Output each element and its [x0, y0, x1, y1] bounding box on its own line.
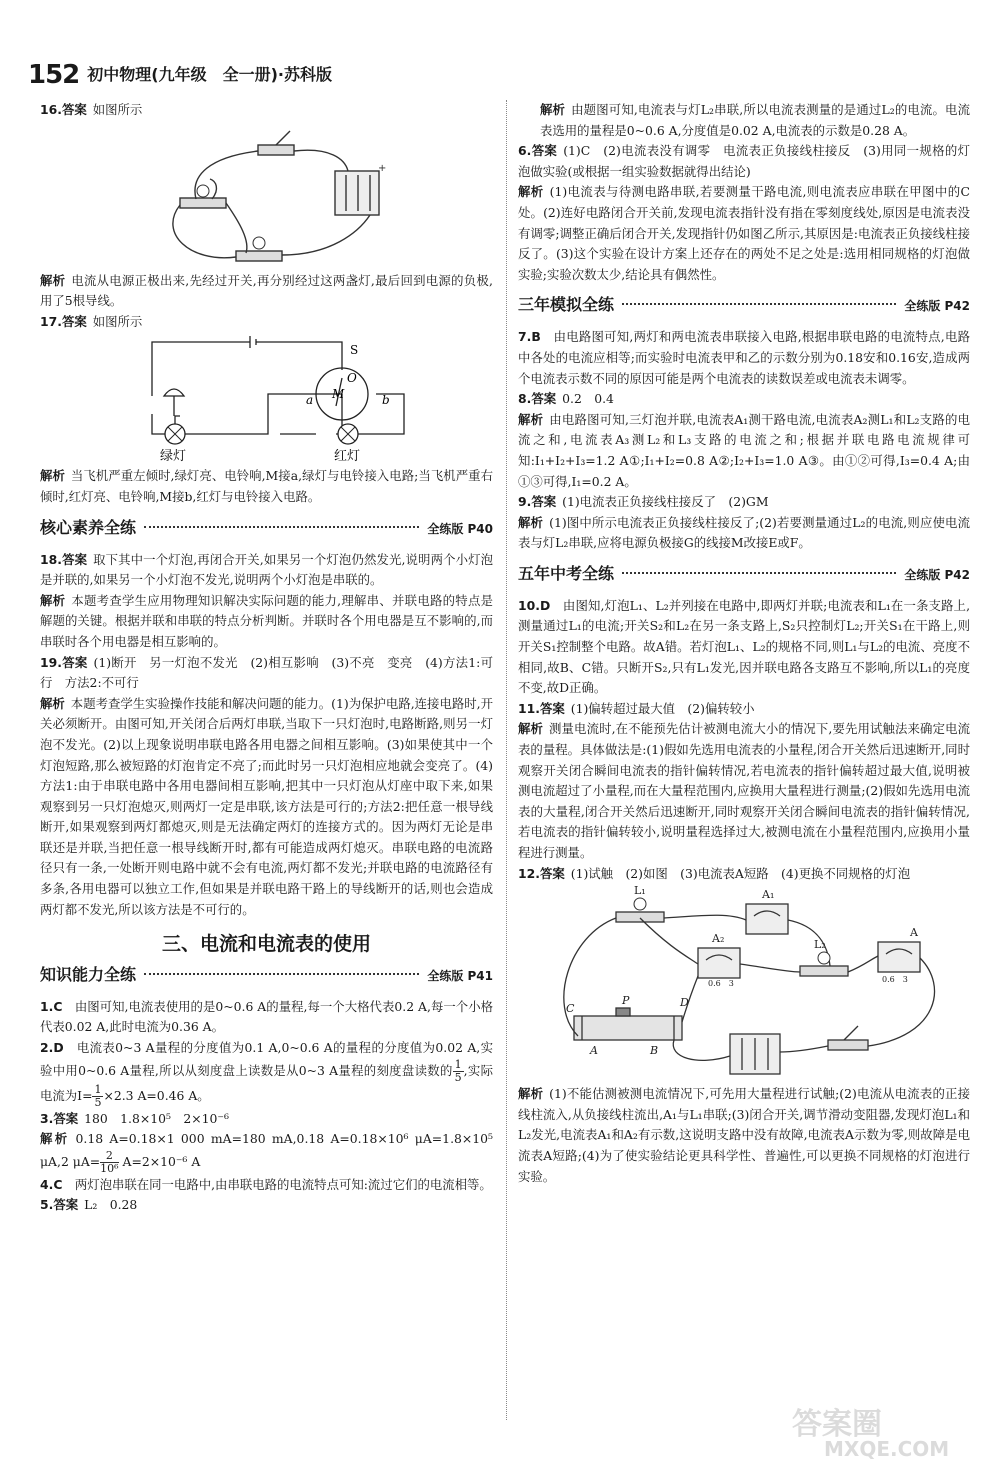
- q17-analysis: 解析 当飞机严重左倾时,绿灯亮、电铃响,M接a,绿灯与电铃接入电路;当飞机严重右倾时,红灯亮、电铃响,M接b,红灯与电铃接入电路。: [40, 468, 493, 504]
- q5-answer: 5.答案 L₂ 0.28: [40, 1197, 138, 1213]
- q9-analysis: 解析 (1)图中所示电流表正负接线柱接反了;(2)若要测量通过L₂的电流,则应使电流表与灯L₂串联,应将电源负极接G的线接M改接E或F。: [518, 514, 970, 551]
- q12-answer: 12.答案 (1)试触 (2)如图 (3)电流表A短路 (4)更换不同规格的灯泡: [518, 865, 911, 881]
- q2: 2.D 电流表0~3 A量程的分度值为0.1 A,0~0.6 A的量程的分度值为0.02 A,实验中用0~0.6 A量程,所以从刻度盘上读数是从0~3 A量程的刻度盘读数的 $\frac{1}{5}$ ,实际电流为I= $\frac{1}{5}$ ×2.3 A=0.46 A。: [40, 1040, 493, 1109]
- q12-label-l1: L₁: [634, 886, 646, 898]
- book-title: 初中物理(九年级 全一册)·苏科版: [87, 64, 332, 84]
- q12-label-c: C: [566, 1002, 575, 1016]
- q2-fraction-1: $\frac{1}{5}$: [454, 1057, 462, 1084]
- section-core-header: 核心素养全练 全练版 P40: [40, 517, 493, 537]
- q2-fraction-2: $\frac{1}{5}$: [94, 1082, 102, 1109]
- q11-analysis: 解析 测量电流时,在不能预先估计被测电流大小的情况下,要先用试触法来确定电流表的量程。具体做法是:(1)假如先选用电流表的小量程,闭合开关然后迅速断开,同时观察开关闭合瞬间电流表的指针偏转情况,若电流表的指针偏转超过最大值,说明被测电流超过了小量程,而在大量程范围内,应换用大量程进行测量;(2)假如先选用电流表的大量程,闭合开关然后迅速断开,同时观察开关闭合瞬间电流表的指针偏转情况,若电流表的指针偏转较小,说明量程选择过大,被测电流在小量程范围内,应换用小量程进行测量。: [518, 721, 970, 860]
- svg-text:答案圈: 答案圈: [792, 1407, 882, 1442]
- q18-analysis: 解析 本题考查学生应用物理知识解决实际问题的能力,理解串、并联电路的特点是解题的关键。根据并联和串联的特点分析判断。并联时各个用电器是互不影响的,而串联时各个用电器是相互影响的。: [40, 592, 493, 649]
- section-three-year-header: 三年模拟全练 全练版 P42: [518, 295, 970, 315]
- q17-answer: 17.答案 如图所示: [40, 313, 143, 329]
- q17-label-green: 绿灯: [160, 449, 187, 465]
- q9-answer: 9.答案 (1)电流表正负接线柱接反了 (2)GM: [518, 494, 769, 510]
- svg-text:+: +: [378, 162, 387, 174]
- q19-analysis: 解析 本题考查学生实验操作技能和解决问题的能力。(1)为保护电路,连接电路时,开关必须断开。由图可知,开关闭合后两灯串联,当取下一只灯泡时,电路断路,则另一灯泡不发光。(2)以上现象说明串联电路各用电器之间相互影响。(3)如果使其中一个灯泡短路,那么被短路的灯泡肯定不亮了;而此时另一只灯泡相应地就会变亮了。(4)方法1:由于串联电路中各用电器间相互影响,把其中一只灯泡从灯座中取下来,如果观察到另一只灯泡熄灭,则两灯一定是串联,该方法是可行的;方法2:把任意一根导线断开,如果观察到两灯都熄灭,则是无法确定两灯的连接方式的。因为两灯无论是串联还是并联,当把任意一根导线断开时,都有可能造成两灯熄灭。串联电路的电流路径只有一条,一处断开则电路中就不会有电流,两灯都不发光;并联电路的电流路径有多条,各用电器可以独立工作,但如果是并联电路干路上的导线断开的话,则也会造成两灯都不发光,所以该方法是不可行的。: [40, 695, 493, 917]
- q12-label-d: D: [680, 996, 689, 1010]
- q12-label-l2: L₂: [814, 938, 826, 952]
- q1: 1.C 由图可知,电流表使用的是0~0.6 A的量程,每一个大格代表0.2 A,每一个小格代表0.02 A,此时电流为0.36 A。: [40, 998, 493, 1035]
- svg-text:MXQE.COM: MXQE.COM: [824, 1437, 950, 1460]
- q12-scale-a2: 0.6 3: [708, 979, 734, 989]
- page-number: 152: [28, 59, 80, 90]
- section-knowledge-header: 知识能力全练 全练版 P41: [40, 964, 493, 984]
- q3-answer: 3.答案 180 1.8×10⁵ 2×10⁻⁶: [40, 1110, 229, 1126]
- column-divider: [506, 100, 507, 1420]
- q12-label-a: A: [910, 926, 918, 940]
- left-column: [40, 100, 493, 1216]
- q6-analysis: 解析 (1)电流表与待测电路串联,若要测量干路电流,则电流表应串联在甲图中的C处。(2)连好电路闭合开关前,发现电流表指针没有指在零刻度线处,原因是电流表没有调零;调整正确后闭合开关,发现指针仍如图乙所示,其原因是:电流表正负接线柱接反了。(3)这个实验在设计方案上还存在的两处不足之处是:选用相同规格的灯泡做实验;实验次数太少,结论具有偶然性。: [518, 184, 970, 282]
- q3-analysis: 解析 0.18 A=0.18×1 000 mA=180 mA,0.18 A=0.18×10⁶ μA=1.8×10⁵ μA,2 μA= $\frac{2}{\text{10⁶}}$ A=2×10⁻⁶ A: [40, 1131, 494, 1175]
- q12-scale-a: 0.6 3: [882, 975, 908, 985]
- q8-answer: 8.答案 0.2 0.4: [518, 391, 614, 407]
- q10: 10.D 由图知,灯泡L₁、L₂并列接在电路中,即两灯并联;电流表和L₁在一条支路上,测量通过L₁的电流;开关S₂和L₂在另一条支路上,S₂只控制灯L₂;开关S₁在干路上,则开关S₁控制整个电路。故A错。若灯泡L₁、L₂的规格不同,则L₁与L₂的电流、亮度不相同,故B、C错。只断开S₂,只有L₁发光,因并联电路各支路互不影响,所以L₁的亮度不变,故D正确。: [518, 597, 971, 696]
- chapter-title: 三、电流和电流表的使用: [161, 933, 371, 956]
- q5-analysis: 解析 由题图可知,电流表与灯L₂串联,所以电流表测量的是通过L₂的电流。电流表选用的量程是0~0.6 A,分度值是0.02 A,电流表的示数是0.28 A。: [540, 102, 970, 138]
- q16-answer: 16.答案 如图所示: [40, 102, 143, 117]
- q11-answer: 11.答案 (1)偏转超过最大值 (2)偏转较小: [518, 700, 755, 716]
- q4: 4.C 两灯泡串联在同一电路中,由串联电路的电流特点可知:流过它们的电流相等。: [40, 1176, 492, 1192]
- q12-label-p: P: [622, 994, 630, 1008]
- q17-label-o: O: [347, 371, 357, 386]
- page-header: [28, 60, 488, 90]
- q12-circuit-figure: [518, 886, 970, 1082]
- q12-label-a2: A₂: [712, 932, 725, 946]
- q16-circuit-figure: [40, 123, 493, 269]
- right-column: [518, 100, 970, 1187]
- q17-label-s: S: [350, 343, 359, 358]
- section-five-year-header: 五年中考全练 全练版 P42: [518, 563, 970, 583]
- watermark-logo: [784, 1404, 974, 1460]
- q17-label-b: b: [382, 393, 390, 408]
- q8-analysis: 解析 由电路图可知,三灯泡并联,电流表A₁测干路电流,电流表A₂测L₁和L₂支路的电流之和,电流表A₃测L₂和L₃支路的电流之和;根据并联电路电流规律可知:I₁+I₂+I₃=1.2 A①;I₁+I₂=0.8 A②;I₂+I₃=1.0 A③。由①②可得,I₃=0.4 A;由①③可得,I₁=0.2 A。: [518, 411, 971, 489]
- q12-analysis: 解析 (1)不能估测被测电流情况下,可先用大量程进行试触;(2)电流从电流表的正接线柱流入,从负接线柱流出,A₁与L₁串联;(3)闭合开关,调节滑动变阻器,发现灯泡L₁和L₂发光,电流表A₁和A₂有示数,这说明支路中没有故障,电流表A示数为零,则故障是电流表A短路;(4)为了使实验结论更具科学性、普遍性,可以更换不同规格的灯泡进行实验。: [518, 1086, 971, 1184]
- q12-label-a-end: A: [590, 1044, 598, 1058]
- q17-label-m: M: [332, 387, 345, 402]
- q17-circuit-figure: [40, 334, 493, 464]
- q19-answer: 19.答案 (1)断开 另一灯泡不发光 (2)相互影响 (3)不亮 变亮 (4)方法1:可行 方法2:不可行: [40, 654, 494, 691]
- q7: 7.B 由电路图可知,两灯和两电流表串联接入电路,根据串联电路的电流特点,电路中各处的电流应相等;而实验时电流表甲和乙的示数分别为0.18安和0.16安,造成两个电流表示数不同的原因可能是两个电流表的读数误差或电流表未调零。: [518, 329, 970, 386]
- q6-answer: 6.答案 (1)C (2)电流表没有调零 电流表正负接线柱接反 (3)用同一规格的灯泡做实验(或根据一组实验数据就得出结论): [518, 143, 971, 179]
- q17-label-red: 红灯: [334, 449, 361, 465]
- q16-analysis: 解析 电流从电源正极出来,先经过开关,再分别经过这两盏灯,最后回到电源的负极,用了5根导线。: [40, 272, 493, 309]
- q12-label-a1: A₁: [762, 888, 775, 902]
- q17-label-a: a: [306, 393, 314, 408]
- q3-fraction: $\frac{2}{\text{10⁶}}$: [100, 1148, 119, 1175]
- q18-answer: 18.答案 取下其中一个灯泡,再闭合开关,如果另一个灯泡仍然发光,说明两个小灯泡是并联的,如果另一个小灯泡不发光,说明两个小灯泡是串联的。: [40, 551, 494, 588]
- q12-label-b: B: [650, 1044, 659, 1058]
